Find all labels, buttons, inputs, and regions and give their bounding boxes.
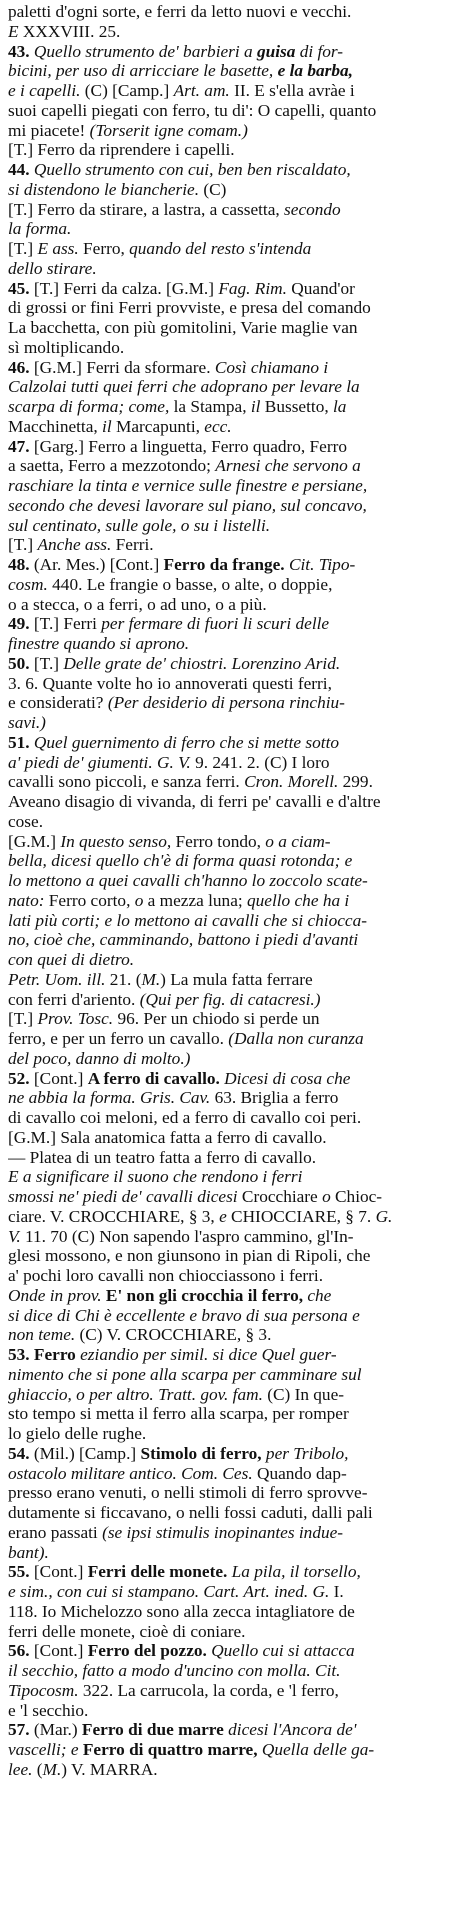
- text-run: Fag. Rim.: [218, 278, 287, 298]
- text-line: [8, 990, 468, 1010]
- text-line: [8, 1108, 468, 1128]
- text-run: sto tempo si metta il ferro alla scarpa, per romper: [8, 1404, 349, 1424]
- text-run: 53.: [8, 1345, 34, 1364]
- text-run: E' non gli crocchia il ferro,: [101, 1285, 308, 1305]
- text-run: 57.: [8, 1720, 34, 1740]
- text-run: E: [8, 21, 19, 41]
- text-run: (Mil.) [Camp.]: [33, 1443, 141, 1463]
- text-run: dutamente si ficcavano, o nelli fossi caduti, dalli pali: [8, 1503, 373, 1522]
- text-run: (C) In que-: [262, 1384, 344, 1404]
- text-line: [8, 1306, 468, 1326]
- text-run: e i capelli.: [8, 81, 81, 100]
- text-run: 322. La carrucola, la corda, e 'l ferro,: [78, 1680, 339, 1700]
- text-line: [8, 180, 468, 200]
- text-run: cavalli sono piccoli, e sanza ferri.: [8, 772, 245, 792]
- text-run: bella, dicesi quello ch'è di forma quasi rotonda; e: [8, 851, 353, 871]
- text-run: Ferro di due marre: [81, 1720, 224, 1740]
- text-run: mi piacete!: [8, 120, 90, 140]
- text-run: [T.] Ferri da calza. [G.M.]: [33, 278, 219, 298]
- text-run: ostacolo militare antico. Com. Ces.: [8, 1463, 253, 1483]
- text-run: sul concavo,: [280, 495, 367, 515]
- text-run: ferro, e per un ferro un cavallo.: [8, 1029, 229, 1048]
- text-line: [8, 1404, 468, 1424]
- text-line: [8, 713, 468, 733]
- text-run: (Mar.): [33, 1720, 82, 1740]
- text-line: [8, 1325, 468, 1345]
- text-run: Quello strumento con cui, ben ben riscaldato,: [33, 160, 351, 179]
- text-line: [8, 417, 468, 437]
- text-line: [8, 1622, 468, 1642]
- text-line: [8, 1661, 468, 1681]
- text-line: [8, 121, 468, 141]
- text-line: [8, 930, 468, 950]
- text-run: quello che ha i: [247, 890, 350, 910]
- text-run: bant).: [8, 1542, 49, 1562]
- text-line: [8, 1385, 468, 1405]
- text-run: [G.M.] Ferri da sformare.: [33, 357, 215, 377]
- text-line: [8, 1720, 468, 1740]
- text-line: [8, 1483, 468, 1503]
- text-run: (C) [Camp.]: [80, 81, 174, 100]
- text-run: ecc.: [204, 416, 232, 436]
- text-line: [8, 950, 468, 970]
- text-run: a mezza luna;: [143, 890, 247, 910]
- text-run: [T.]: [8, 239, 38, 258]
- text-run: ciare. V.: [8, 1206, 65, 1226]
- text-run: V.: [8, 1226, 21, 1246]
- text-run: lo gielo delle rughe.: [8, 1424, 147, 1443]
- text-run: ne abbia la forma. Gris. Cav.: [8, 1088, 211, 1108]
- text-run: 9. 241. 2. (C) I loro: [190, 752, 330, 772]
- text-run: con ferri d'ariento.: [8, 989, 140, 1009]
- text-run: o a ciam-: [265, 831, 331, 851]
- text-run: Dicesi di cosa che: [224, 1068, 351, 1088]
- text-run: 46.: [8, 357, 34, 377]
- text-line: [8, 555, 468, 575]
- text-line: [8, 1049, 468, 1069]
- text-line: [8, 535, 468, 555]
- text-line: [8, 832, 468, 852]
- text-run: CHIOCCIARE, § 7.: [226, 1206, 376, 1226]
- text-line: [8, 1207, 468, 1227]
- text-line: [8, 1562, 468, 1582]
- text-run: (Qui per fig. di catacresi.): [139, 989, 321, 1009]
- text-run: lati più corti; e lo mettono ai cavalli che si chiocca-: [8, 910, 367, 930]
- text-run: la forma.: [8, 219, 72, 239]
- text-line: [8, 1167, 468, 1187]
- text-run: M.: [42, 1759, 62, 1779]
- text-line: [8, 298, 468, 318]
- text-run: per fermare di fuori li scuri delle: [101, 614, 330, 634]
- text-line: [8, 1187, 468, 1207]
- text-run: 96. Per un chiodo si perde un: [113, 1009, 320, 1029]
- text-run: Art. am.: [173, 81, 230, 100]
- text-run: a' pochi loro cavalli non chiocciassono i ferri.: [8, 1266, 324, 1285]
- text-line: [8, 81, 468, 101]
- text-run: glesi mossono, e non giunsono in pian di Ripoli, che: [8, 1246, 371, 1266]
- text-line: [8, 1424, 468, 1444]
- text-run: 54.: [8, 1443, 34, 1463]
- text-run: e sim., con cui si stampano. Cart. Art. ined. G.: [8, 1582, 330, 1601]
- text-line: [8, 614, 468, 634]
- text-line: [8, 101, 468, 121]
- text-run: A ferro di cavallo.: [87, 1068, 220, 1088]
- text-run: 50.: [8, 653, 34, 673]
- text-run: secondo: [284, 199, 341, 219]
- text-run: Quello cui si attacca: [211, 1641, 355, 1661]
- text-run: (Ar. Mes.) [Cont.]: [33, 555, 164, 574]
- text-run: [G.M.] Sala anatomica fatta a ferro di cavallo.: [8, 1127, 327, 1147]
- text-line: [8, 871, 468, 891]
- text-line: [8, 1543, 468, 1563]
- text-line: [8, 792, 468, 812]
- text-run: Così chiamano i: [214, 357, 329, 377]
- text-run: Stimolo di ferro,: [140, 1443, 266, 1463]
- text-line: [8, 595, 468, 615]
- text-run: 49.: [8, 614, 34, 634]
- text-run: [Cont.]: [33, 1641, 88, 1661]
- text-run: eziandio per simil. si dice Quel guer-: [80, 1345, 337, 1364]
- text-run: di for-: [295, 41, 344, 61]
- text-line: [8, 1641, 468, 1661]
- text-line: [8, 318, 468, 338]
- text-line: [8, 1444, 468, 1464]
- text-run: ghiaccio, o per altro. Tratt. gov. fam.: [8, 1384, 263, 1404]
- text-run: [G.M.]: [8, 831, 61, 851]
- text-line: [8, 970, 468, 990]
- text-run: il secchio, fatto a modo d'uncino con molla. Cit.: [8, 1661, 341, 1680]
- text-line: [8, 338, 468, 358]
- text-run: o: [322, 1187, 331, 1206]
- text-run: ) V. MARRA.: [61, 1759, 158, 1779]
- text-run: cosm.: [8, 574, 48, 594]
- text-line: [8, 1148, 468, 1168]
- text-run: cose.: [8, 811, 44, 831]
- text-run: Aveano disagio di vivanda, di ferri pe' cavalli e d'altre: [8, 792, 381, 811]
- text-run: (Per desiderio di persona rinchiu-: [107, 693, 345, 713]
- text-run: Quel guernimento di ferro che si mette sotto: [33, 732, 340, 752]
- text-run: per Tribolo,: [265, 1443, 349, 1463]
- text-run: Anche ass.: [37, 535, 112, 555]
- text-line: [8, 239, 468, 259]
- text-run: 48.: [8, 555, 34, 574]
- text-run: [Cont.]: [33, 1562, 88, 1582]
- text-run: Calzolai tutti quei ferri che adoprano per levare la: [8, 377, 360, 397]
- text-line: [8, 1681, 468, 1701]
- text-run: il: [102, 416, 112, 436]
- text-run: non teme.: [8, 1325, 76, 1345]
- text-run: a saetta, Ferro a mezzotondo;: [8, 456, 216, 476]
- text-run: [T.]: [33, 653, 64, 673]
- text-run: con quei di dietro.: [8, 950, 135, 969]
- text-run: vascelli; e: [8, 1740, 79, 1759]
- text-run: Ferro: [33, 1345, 81, 1364]
- text-run: [T.]: [8, 535, 38, 555]
- text-line: [8, 476, 468, 496]
- text-run: Quando dap-: [252, 1463, 347, 1483]
- text-run: paletti d'ogni sorte, e ferri da letto nuovi e vecchi.: [8, 2, 352, 21]
- text-run: 56.: [8, 1641, 34, 1661]
- text-run: Petr. Uom. ill.: [8, 969, 106, 989]
- text-line: [8, 160, 468, 180]
- text-run: suoi capelli piegati con ferro, tu di': O capelli, quanto: [8, 100, 377, 120]
- text-run: Arnesi che servono a: [215, 456, 361, 476]
- text-run: guisa: [256, 41, 296, 61]
- text-run: e la barba,: [277, 61, 353, 81]
- text-run: quando del resto s'intenda: [129, 239, 312, 258]
- text-line: [8, 516, 468, 536]
- text-run: Ferri.: [111, 535, 154, 555]
- text-run: ) La mula fatta ferrare: [160, 969, 313, 989]
- text-run: G.: [375, 1206, 393, 1226]
- text-line: [8, 1602, 468, 1622]
- text-run: a' piedi de' giumenti. G. V.: [8, 752, 191, 772]
- text-run: Ferro tondo,: [171, 831, 266, 851]
- text-run: [T.] Ferri: [33, 614, 102, 634]
- text-run: (Dalla non curanza: [228, 1029, 364, 1048]
- text-run: 118. Io Michelozzo sono alla zecca intagliatore de: [8, 1601, 355, 1621]
- text-run: Delle grate de' chiostri. Lorenzino Arid.: [63, 653, 341, 673]
- text-run: 63. Briglia a ferro: [210, 1088, 339, 1108]
- text-line: [8, 397, 468, 417]
- text-run: no, cioè che, camminando, battono i piedi d'avanti: [8, 930, 359, 950]
- text-run: (Torserit igne comam.): [89, 120, 248, 140]
- text-line: [8, 377, 468, 397]
- text-run: presso erano venuti, o nelli stimoli di ferro sprovve-: [8, 1483, 368, 1503]
- text-run: dello stirare.: [8, 258, 97, 278]
- text-line: [8, 1582, 468, 1602]
- text-run: sul centinato, sulle gole, o su i listelli.: [8, 515, 271, 535]
- text-run: si distendono le biancherie.: [8, 179, 200, 199]
- text-run: CROCCHIARE, § 3,: [64, 1206, 220, 1226]
- text-line: [8, 1464, 468, 1484]
- text-run: Ferro,: [78, 239, 130, 258]
- text-run: 52.: [8, 1068, 34, 1088]
- text-run: lo mettono a quei cavalli ch'hanno lo zoccolo scate-: [8, 871, 368, 890]
- text-run: Quand'or: [286, 278, 355, 298]
- text-run: I.: [329, 1582, 344, 1601]
- text-run: e: [219, 1206, 227, 1226]
- text-run: M.: [141, 969, 161, 989]
- text-run: (: [32, 1759, 43, 1779]
- text-run: scarpa di forma; come,: [8, 397, 174, 416]
- text-line: [8, 200, 468, 220]
- text-run: 299.: [338, 772, 373, 792]
- text-line: [8, 279, 468, 299]
- text-line: [8, 61, 468, 81]
- text-run: la: [332, 397, 347, 416]
- text-run: e considerati?: [8, 693, 108, 713]
- text-run: dicesi l'Ancora de': [228, 1720, 357, 1740]
- text-run: di grossi or fini Ferri provviste, e presa del comando: [8, 298, 371, 318]
- text-line: [8, 575, 468, 595]
- text-run: nimento che si pone alla scarpa per camminare sul: [8, 1364, 362, 1384]
- text-run: 3. 6. Quante volte ho io annoverati questi ferri,: [8, 673, 332, 693]
- text-run: secondo che devesi lavorare sul piano,: [8, 495, 281, 515]
- text-run: Prov. Tosc.: [37, 1009, 114, 1029]
- text-line: [8, 1286, 468, 1306]
- text-run: la Stampa,: [173, 397, 251, 416]
- text-line: [8, 753, 468, 773]
- text-run: 21. (: [105, 969, 142, 989]
- text-run: Ferro di quattro marre,: [78, 1740, 262, 1759]
- text-run: Cron. Morell.: [244, 772, 339, 792]
- text-line: [8, 1029, 468, 1049]
- text-run: 440. Le frangie o basse, o alte, o doppie,: [47, 574, 333, 594]
- text-line: [8, 496, 468, 516]
- text-run: smossi ne' piedi de' cavalli dicesi: [8, 1187, 238, 1206]
- text-line: [8, 1523, 468, 1543]
- text-run: (C) V. CROCCHIARE, § 3.: [75, 1325, 272, 1345]
- text-run: Quello strumento de' barbieri a: [33, 41, 257, 61]
- text-line: [8, 42, 468, 62]
- text-run: Ferro da frange.: [163, 555, 285, 574]
- text-run: o: [134, 890, 144, 910]
- text-run: Marcapunti,: [111, 416, 205, 436]
- text-run: e 'l secchio.: [8, 1700, 89, 1720]
- text-run: 11. 70 (C) Non sapendo l'aspro cammino, gl'In-: [20, 1226, 354, 1246]
- text-line: [8, 693, 468, 713]
- text-run: Quella delle ga-: [261, 1740, 375, 1759]
- text-run: Bussetto,: [260, 397, 333, 416]
- text-run: 45.: [8, 278, 34, 298]
- text-line: [8, 1246, 468, 1266]
- text-run: Cit. Tipo-: [288, 555, 356, 574]
- text-line: [8, 1128, 468, 1148]
- text-run: [T.] Ferro da riprendere i capelli.: [8, 140, 235, 160]
- text-line: [8, 2, 468, 22]
- text-run: [T.]: [8, 1009, 38, 1029]
- text-run: — Platea di un teatro fatta a ferro di cavallo.: [8, 1147, 317, 1167]
- text-run: [Garg.] Ferro a linguetta, Ferro quadro, Ferro: [33, 436, 347, 456]
- text-run: savi.): [8, 713, 46, 732]
- text-line: [8, 1009, 468, 1029]
- text-run: Onde in prov.: [8, 1285, 102, 1305]
- text-run: Tipocosm.: [8, 1680, 79, 1700]
- text-line: [8, 674, 468, 694]
- text-run: 43.: [8, 41, 34, 61]
- text-run: (C): [199, 179, 227, 199]
- text-run: erano passati: [8, 1522, 103, 1542]
- text-run: di cavallo coi meloni, ed a ferro di cavallo coi peri.: [8, 1108, 362, 1127]
- text-run: II. E s'ella avràe i: [229, 81, 355, 100]
- text-run: Ferro del pozzo.: [87, 1641, 207, 1661]
- text-line: [8, 1503, 468, 1523]
- text-run: 44.: [8, 160, 34, 179]
- text-run: il: [250, 397, 261, 416]
- text-run: che: [307, 1285, 332, 1305]
- text-line: [8, 911, 468, 931]
- text-run: Ferri delle monete.: [87, 1562, 228, 1582]
- text-line: [8, 812, 468, 832]
- text-line: [8, 891, 468, 911]
- text-run: [T.] Ferro da stirare, a lastra, a cassetta,: [8, 199, 285, 219]
- text-run: nato:: [8, 890, 45, 910]
- text-run: [Cont.]: [33, 1068, 88, 1088]
- text-run: Macchinetta,: [8, 416, 103, 436]
- text-run: 55.: [8, 1562, 34, 1582]
- text-run: si dice di Chi è eccellente e bravo di sua persona e: [8, 1305, 360, 1325]
- text-run: Chioc-: [330, 1187, 383, 1206]
- text-line: [8, 1069, 468, 1089]
- text-run: La pila, il torsello,: [231, 1562, 361, 1582]
- text-run: bicini, per uso di arricciare le basette,: [8, 61, 278, 81]
- text-line: [8, 1345, 468, 1365]
- text-line: [8, 1701, 468, 1721]
- text-run: sì moltiplicando.: [8, 337, 125, 357]
- text-line: [8, 140, 468, 160]
- text-line: [8, 358, 468, 378]
- text-line: [8, 1266, 468, 1286]
- text-run: In questo senso,: [60, 831, 172, 851]
- text-run: XXXVIII. 25.: [18, 21, 121, 41]
- text-line: [8, 1740, 468, 1760]
- text-line: [8, 219, 468, 239]
- text-line: [8, 1760, 468, 1780]
- text-line: [8, 851, 468, 871]
- text-run: finestre quando si aprono.: [8, 634, 190, 653]
- text-line: [8, 772, 468, 792]
- text-line: [8, 733, 468, 753]
- text-run: del poco, danno di molto.): [8, 1048, 191, 1068]
- text-run: 47.: [8, 436, 34, 456]
- text-run: E a significare il suono che rendono i ferri: [8, 1167, 303, 1187]
- text-run: ferri delle monete, cioè di coniare.: [8, 1621, 246, 1641]
- text-line: [8, 456, 468, 476]
- text-line: [8, 654, 468, 674]
- text-line: [8, 1365, 468, 1385]
- text-line: [8, 437, 468, 457]
- text-run: Crocchiare: [237, 1187, 323, 1206]
- text-run: E ass.: [37, 239, 79, 258]
- text-line: [8, 1088, 468, 1108]
- text-run: 51.: [8, 732, 34, 752]
- text-run: (se ipsi stimulis inopinantes indue-: [102, 1522, 344, 1542]
- text-line: [8, 22, 468, 42]
- text-line: [8, 634, 468, 654]
- text-run: La bacchetta, con più gomitolini, Varie maglie van: [8, 318, 358, 337]
- text-line: [8, 259, 468, 279]
- text-run: o a stecca, o a ferri, o ad uno, o a più.: [8, 594, 267, 614]
- text-run: Ferro corto,: [44, 890, 135, 910]
- text-line: [8, 1227, 468, 1247]
- text-run: raschiare la tinta e vernice sulle finestre e persiane,: [8, 476, 368, 495]
- text-run: lee.: [8, 1759, 33, 1779]
